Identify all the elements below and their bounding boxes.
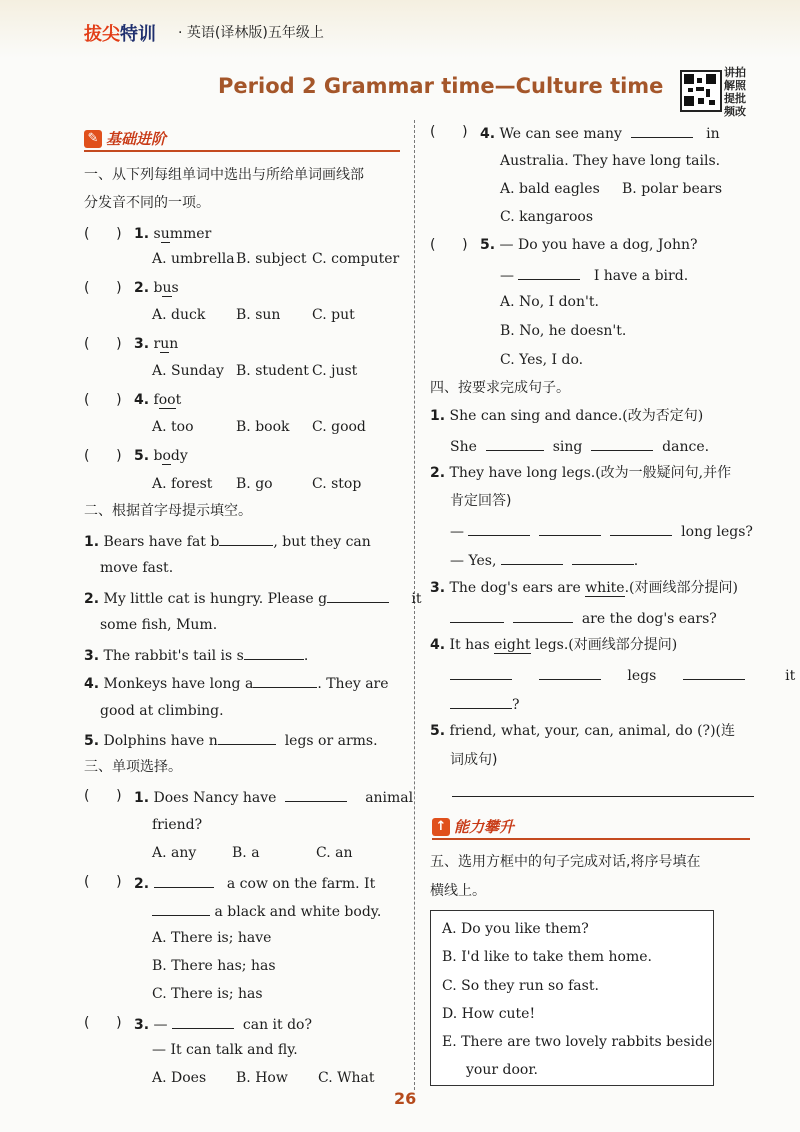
page-number: 26 — [394, 1089, 417, 1108]
fill-blank[interactable] — [450, 694, 512, 709]
fill-blank[interactable] — [450, 665, 512, 680]
part2-heading: 二、根据首字母提示填空。 — [84, 503, 252, 519]
part3-q5: 5. — Do you have a dog, John? — [480, 237, 698, 253]
fill-blank[interactable] — [610, 521, 672, 536]
part2-q2-cont: some fish, Mum. — [100, 617, 218, 633]
fill-blank[interactable] — [218, 730, 276, 745]
part4-q4-fill: legs it — [450, 665, 795, 685]
part2-q5: 5. Dolphins have n legs or arms. — [84, 730, 378, 750]
part2-q1-cont: move fast. — [100, 560, 174, 576]
fill-blank[interactable] — [631, 123, 693, 138]
option-e: E. There are two lovely rabbits beside — [442, 1034, 713, 1050]
fill-blank[interactable] — [219, 531, 273, 546]
option[interactable]: C. There is; has — [152, 986, 263, 1002]
answer-line[interactable] — [452, 796, 754, 797]
part2-q4: 4. Monkeys have long a . They are — [84, 673, 389, 693]
answer-bracket[interactable]: ( ) — [84, 226, 122, 242]
fill-blank[interactable] — [152, 901, 210, 916]
option[interactable]: B. student — [236, 363, 309, 379]
answer-bracket[interactable]: ( ) — [84, 1015, 122, 1031]
answer-bracket[interactable]: ( ) — [84, 280, 122, 296]
option-e-cont: your door. — [466, 1062, 538, 1078]
fill-blank[interactable] — [518, 265, 580, 280]
part4-heading: 四、按要求完成句子。 — [430, 380, 570, 396]
part4-q5: 5. friend, what, your, can, animal, do (?)(连 — [430, 723, 735, 739]
section-underline — [84, 150, 400, 152]
section-title-basic: 基础进阶 — [106, 130, 167, 148]
fill-blank[interactable] — [154, 873, 214, 888]
option[interactable]: B. sun — [236, 307, 281, 323]
part4-q4-fill-cont: ? — [450, 694, 520, 714]
fill-blank[interactable] — [683, 665, 745, 680]
fill-blank[interactable] — [285, 787, 347, 802]
option[interactable]: A. too — [152, 419, 194, 435]
part3-q3: 3. — can it do? — [134, 1014, 312, 1034]
fill-blank[interactable] — [468, 521, 530, 536]
fill-blank[interactable] — [572, 550, 634, 565]
part4-q3: 3. The dog's ears are white.(对画线部分提问) — [430, 580, 738, 596]
fill-blank[interactable] — [591, 436, 653, 451]
part4-q3-fill: are the dog's ears? — [450, 608, 717, 628]
part1-heading: 一、从下列每组单词中选出与所给单词画线部 — [84, 167, 364, 183]
option[interactable]: C. What — [318, 1070, 375, 1086]
fill-blank[interactable] — [501, 550, 563, 565]
part4-q2-fill: — long legs? — [450, 521, 753, 541]
option[interactable]: C. Yes, I do. — [500, 352, 584, 368]
part2-q4-cont: good at climbing. — [100, 703, 224, 719]
fill-blank[interactable] — [327, 588, 389, 603]
fill-blank[interactable] — [172, 1014, 234, 1029]
answer-bracket[interactable]: ( ) — [84, 392, 122, 408]
option[interactable]: C. just — [312, 363, 358, 379]
qr-label: 讲拍 解照 提批 频改 — [724, 66, 746, 118]
option[interactable]: B. No, he doesn't. — [500, 323, 627, 339]
answer-bracket[interactable]: ( ) — [84, 336, 122, 352]
answer-bracket[interactable]: ( ) — [84, 448, 122, 464]
part4-q5-cont: 词成句) — [450, 752, 498, 768]
option[interactable]: A. There is; have — [152, 930, 272, 946]
option[interactable]: A. Does — [152, 1070, 207, 1086]
rocket-icon: ↑ — [432, 818, 450, 836]
option-b: B. I'd like to take them home. — [442, 949, 652, 965]
part3-q5-cont: — I have a bird. — [500, 265, 688, 285]
part2-q2: 2. My little cat is hungry. Please g it — [84, 588, 421, 608]
answer-bracket[interactable]: ( ) — [430, 124, 468, 140]
option[interactable]: A. forest — [152, 476, 213, 492]
part3-q4-cont: Australia. They have long tails. — [500, 153, 721, 169]
answer-bracket[interactable]: ( ) — [430, 237, 468, 253]
fill-blank[interactable] — [244, 645, 304, 660]
part3-q2: 2. a cow on the farm. It — [134, 873, 375, 893]
option[interactable]: A. duck — [152, 307, 206, 323]
fill-blank[interactable] — [539, 665, 601, 680]
part4-q2: 2. They have long legs.(改为一般疑问句,并作 — [430, 465, 732, 481]
option[interactable]: C. kangaroos — [500, 209, 594, 225]
part4-q2-cont: 肯定回答) — [450, 493, 512, 509]
part3-q3-cont: — It can talk and fly. — [152, 1042, 298, 1058]
option[interactable]: C. computer — [312, 251, 400, 267]
option[interactable]: A. No, I don't. — [500, 294, 599, 310]
option-d: D. How cute! — [442, 1006, 536, 1022]
option-c: C. So they run so fast. — [442, 978, 599, 994]
part4-q4: 4. It has eight legs.(对画线部分提问) — [430, 637, 678, 653]
option[interactable]: A. umbrella — [152, 251, 235, 267]
part3-heading: 三、单项选择。 — [84, 759, 182, 775]
part5-heading-cont: 横线上。 — [430, 883, 486, 899]
part4-q1-fill: She sing dance. — [450, 436, 709, 456]
answer-bracket[interactable]: ( ) — [84, 874, 122, 890]
option[interactable]: B. subject — [236, 251, 307, 267]
fill-blank[interactable] — [450, 608, 504, 623]
part2-q1: 1. Bears have fat b , but they can — [84, 531, 371, 551]
part5-heading: 五、选用方框中的句子完成对话,将序号填在 — [430, 854, 701, 870]
option[interactable]: C. put — [312, 307, 355, 323]
option[interactable]: C. stop — [312, 476, 362, 492]
part3-q4: 4. We can see many in — [480, 123, 720, 143]
option[interactable]: C. good — [312, 419, 366, 435]
option[interactable]: C. an — [316, 845, 353, 861]
page-title: Period 2 Grammar time—Culture time — [218, 74, 664, 98]
part1-heading-cont: 分发音不同的一项。 — [84, 195, 210, 211]
option[interactable]: A. any — [152, 845, 197, 861]
fill-blank[interactable] — [513, 608, 573, 623]
option[interactable]: B. polar bears — [622, 181, 723, 197]
fill-blank[interactable] — [253, 673, 317, 688]
option[interactable]: B. How — [236, 1070, 288, 1086]
part3-q2-cont: a black and white body. — [152, 901, 381, 921]
answer-bracket[interactable]: ( ) — [84, 788, 122, 804]
option[interactable]: A. bald eagles — [500, 181, 600, 197]
pencil-icon: ✎ — [84, 130, 102, 148]
section-title-advanced: 能力攀升 — [454, 818, 515, 836]
part3-q1: 1. Does Nancy have animal — [134, 787, 413, 807]
part3-q1-cont: friend? — [152, 817, 203, 833]
part4-q1: 1. She can sing and dance.(改为否定句) — [430, 408, 704, 424]
qr-code-icon[interactable] — [680, 70, 722, 112]
option[interactable]: A. Sunday — [152, 363, 224, 379]
option[interactable]: B. book — [236, 419, 290, 435]
option[interactable]: B. There has; has — [152, 958, 276, 974]
section-underline — [432, 838, 750, 840]
option[interactable]: B. go — [236, 476, 273, 492]
option-a: A. Do you like them? — [442, 921, 589, 937]
part2-q3: 3. The rabbit's tail is s . — [84, 645, 308, 665]
brand-logo: 拔尖特训 — [84, 24, 156, 45]
part4-q2-answer: — Yes, . — [450, 550, 638, 570]
option[interactable]: B. a — [232, 845, 260, 861]
fill-blank[interactable] — [486, 436, 544, 451]
fill-blank[interactable] — [539, 521, 601, 536]
book-subtitle: · 英语(译林版)五年级上 — [178, 25, 324, 41]
